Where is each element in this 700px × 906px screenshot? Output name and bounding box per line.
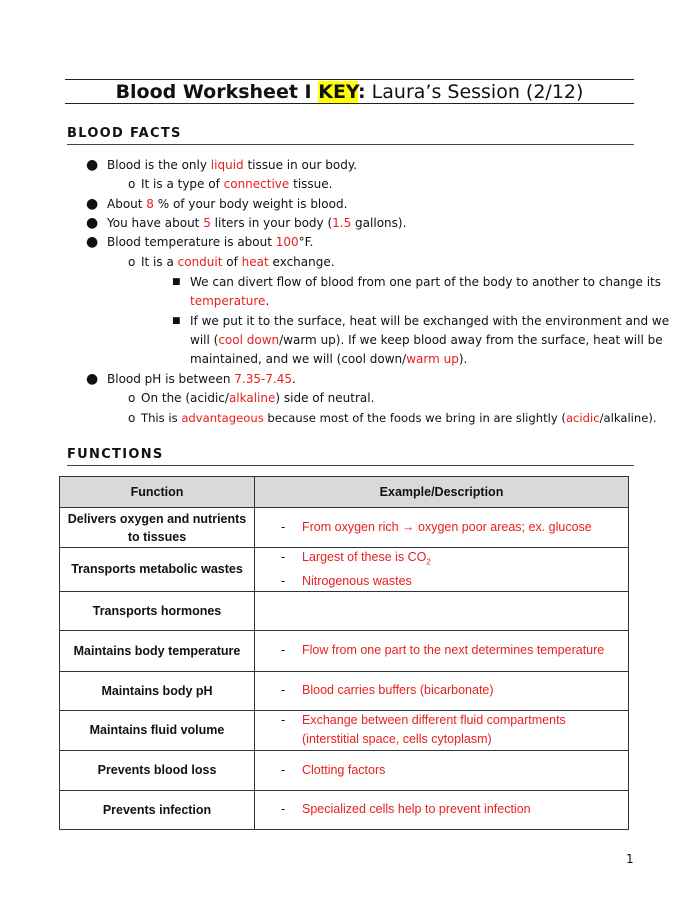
column-header-example: Example/Description [255, 477, 629, 508]
table-row [60, 750, 629, 790]
example-cell [255, 750, 629, 790]
example-item: - Exchange between different fluid compartments [281, 711, 628, 730]
example-item-continued: (interstitial space, cells cytoplasm) [302, 732, 492, 746]
example-item: - Largest of these is $CO_2$ [281, 548, 628, 572]
example-item: - Nitrogenous wastes [281, 572, 628, 591]
function-cell: Maintains body temperature [60, 630, 255, 671]
table-row [60, 790, 629, 829]
page-title: Blood Worksheet I KEY: Laura’s Session (2/12) [115, 81, 584, 103]
fact-line: temperature. [190, 294, 270, 308]
column-header-function: Function [60, 477, 255, 508]
example-item: - Blood carries buffers (bicarbonate) [281, 681, 628, 700]
circle-marker: o [128, 391, 136, 405]
fact-line: It is a conduit of heat exchange. [141, 255, 335, 269]
table-row [60, 671, 629, 710]
fact-line: It is a type of connective tissue. [141, 177, 333, 191]
fact-line: will (cool down/warm up). If we keep blood away from the surface, heat will be [190, 333, 663, 347]
functions-table [59, 476, 629, 830]
page-number: 1 [626, 852, 634, 866]
key-highlight: KEY [318, 81, 359, 103]
example-item: - Flow from one part to the next determines temperature [281, 641, 628, 660]
fact-line: maintained, and we will (cool down/warm up). [190, 352, 468, 366]
square-marker: ■ [172, 277, 181, 287]
table-row [60, 508, 629, 548]
fact-line: We can divert flow of blood from one part of the body to another to change its [190, 275, 662, 289]
example-item: - From oxygen rich → oxygen poor areas; ex. glucose [281, 518, 628, 537]
square-marker: ■ [172, 316, 181, 326]
bullet-marker: ● [86, 196, 99, 212]
example-cell [255, 671, 629, 710]
fact-line: Blood pH is between 7.35-7.45. [107, 372, 296, 386]
function-cell: Prevents infection [60, 790, 255, 829]
fact-line: On the (acidic/alkaline) side of neutral. [141, 391, 375, 405]
circle-marker: o [128, 177, 136, 191]
table-row [60, 630, 629, 671]
fact-line: You have about 5 liters in your body (1.5 gallons). [107, 216, 407, 230]
fact-line: About 8 % of your body weight is blood. [107, 197, 348, 211]
fact-line: Blood temperature is about 100°F. [107, 235, 314, 249]
example-cell [255, 591, 629, 630]
example-item: - Clotting factors [281, 761, 628, 780]
bullet-marker: ● [86, 234, 99, 250]
function-cell: Transports metabolic wastes [60, 548, 255, 592]
function-cell: Delivers oxygen and nutrients to tissues [60, 508, 255, 548]
circle-marker: o [128, 411, 136, 425]
table-row [60, 710, 629, 750]
fact-line: This is advantageous because most of the foods we bring in are slightly (acidic/alkaline). [141, 411, 657, 425]
example-cell [255, 548, 629, 592]
example-cell [255, 630, 629, 671]
function-cell: Maintains body pH [60, 671, 255, 710]
table-row [60, 548, 629, 592]
bullet-marker: ● [86, 371, 99, 387]
example-item: - Specialized cells help to prevent infection [281, 800, 628, 819]
section-heading-blood-facts: BLOOD FACTS [67, 126, 634, 145]
bullet-marker: ● [86, 157, 99, 173]
table-row [60, 591, 629, 630]
table-header-row [60, 477, 629, 508]
example-cell [255, 790, 629, 829]
fact-line: If we put it to the surface, heat will be exchanged with the environment and we [190, 314, 670, 328]
section-heading-functions: FUNCTIONS [67, 447, 634, 466]
example-cell [255, 508, 629, 548]
example-cell [255, 710, 629, 750]
title-rule-bottom [65, 103, 634, 104]
function-cell: Transports hormones [60, 591, 255, 630]
fact-line: Blood is the only liquid tissue in our body. [107, 158, 358, 172]
bullet-marker: ● [86, 215, 99, 231]
function-cell: Maintains fluid volume [60, 710, 255, 750]
circle-marker: o [128, 255, 136, 269]
function-cell: Prevents blood loss [60, 750, 255, 790]
